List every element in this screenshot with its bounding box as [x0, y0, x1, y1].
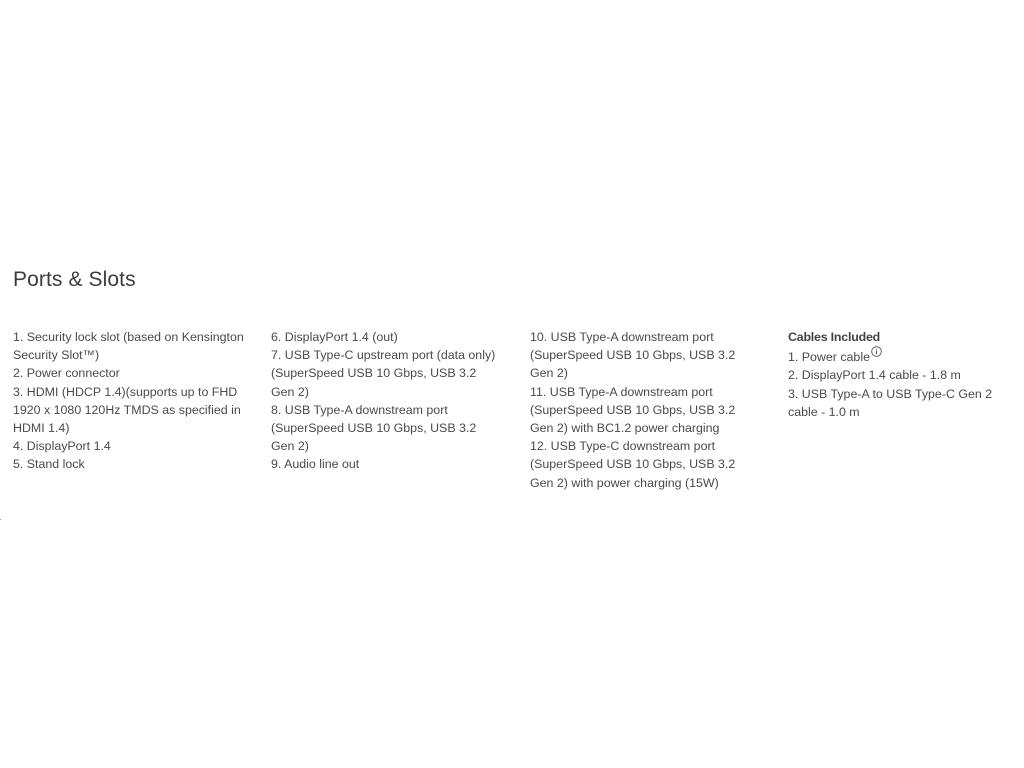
cable-item [788, 346, 1020, 366]
cable-item-label: 1. Power cable [788, 350, 870, 365]
edge-mark [0, 519, 1, 520]
port-item: 7. USB Type-C upstream port (data only) (SuperSpeed USB 10 Gbps, USB 3.2 Gen 2) [271, 348, 496, 399]
cable-item: 3. USB Type-A to USB Type-C Gen 2 cable - 1.0 m [788, 386, 993, 419]
section-title: Ports & Slots [13, 268, 136, 291]
port-item: 6. DisplayPort 1.4 (out) [271, 330, 398, 344]
port-item: 11. USB Type-A downstream port (SuperSpeed USB 10 Gbps, USB 3.2 Gen 2) with BC1.2 power charging [530, 384, 736, 436]
port-item: 8. USB Type-A downstream port (SuperSpeed USB 10 Gbps, USB 3.2 Gen 2) [271, 402, 477, 454]
port-item: 2. Power connector [13, 366, 120, 381]
port-item: 9. Audio line out [271, 457, 360, 472]
ports-column-3 [530, 328, 756, 492]
cables-heading: Cables Included [788, 330, 881, 344]
ports-column-2 [271, 328, 499, 474]
ports-column-1 [13, 328, 253, 474]
port-item: 5. Stand lock [13, 457, 85, 472]
port-item: 1. Security lock slot (based on Kensington Security Slot™) [13, 330, 244, 363]
port-item: 10. USB Type-A downstream port (SuperSpeed USB 10 Gbps, USB 3.2 Gen 2) [530, 330, 736, 381]
cables-included-column [788, 328, 1020, 421]
cable-item: 2. DisplayPort 1.4 cable - 1.8 m [788, 368, 961, 383]
port-item: 4. DisplayPort 1.4 [13, 439, 111, 454]
info-circle-icon[interactable] [871, 346, 882, 357]
port-item: 3. HDMI (HDCP 1.4)(supports up to FHD 1920 x 1080 120Hz TMDS as specified in HDMI 1.4) [13, 384, 241, 436]
port-item: 12. USB Type-C downstream port (SuperSpeed USB 10 Gbps, USB 3.2 Gen 2) with power charging (15W) [530, 439, 736, 490]
